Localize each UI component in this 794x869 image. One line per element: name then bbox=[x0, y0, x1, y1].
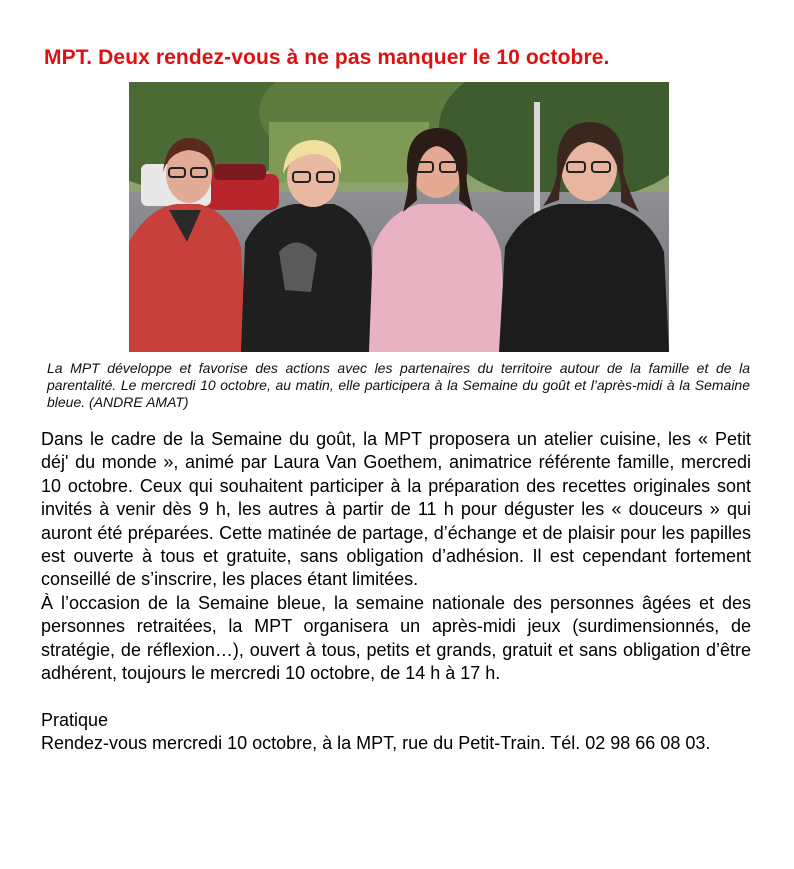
headline: MPT. Deux rendez-vous à ne pas manquer le 10 octobre. bbox=[44, 46, 610, 69]
photo-caption: La MPT développe et favorise des actions avec les partenaires du territoire autour de la famille et de la parentalité. Le mercredi 10 octobre, au matin, elle participera à la Semaine du goût et l’après-midi à la Semaine bleue. (ANDRE AMAT) bbox=[47, 360, 750, 410]
article-paragraph-1: Dans le cadre de la Semaine du goût, la MPT proposera un atelier cuisine, les « Petit déj' du monde », animé par Laura Van Goethem, animatrice référente famille, mercredi 10 octobre. Ceux qui souhaitent participer à la préparation des recettes originales sont invités à venir dès 9 h, les autres à partir de 11 h pour déguster les « douceurs » qui auront été préparées. Cette matinée de partage, d’échange et de plaisir pour les papilles est ouverte à tous et gratuite, sans obligation d’adhésion. Il est cependant fortement conseillé de s’inscrire, les places étant limitées. bbox=[41, 429, 751, 590]
practical-heading: Pratique bbox=[41, 709, 109, 730]
article-paragraph-2: À l’occasion de la Semaine bleue, la semaine nationale des personnes âgées et des personnes retraitées, la MPT organisera un après-midi jeux (surdimensionnés, de stratégie, de réflexion…), ouvert à tous, petits et grands, gratuit et sans obligation d’être adhérent, toujours le mercredi 10 octobre, de 14 h à 17 h. bbox=[41, 592, 751, 684]
article-body bbox=[41, 428, 751, 756]
group-photo bbox=[129, 82, 669, 352]
paragraph-spacer bbox=[41, 685, 751, 708]
practical-text: Rendez-vous mercredi 10 octobre, à la MPT, rue du Petit-Train. Tél. 02 98 66 08 03. bbox=[41, 733, 711, 754]
